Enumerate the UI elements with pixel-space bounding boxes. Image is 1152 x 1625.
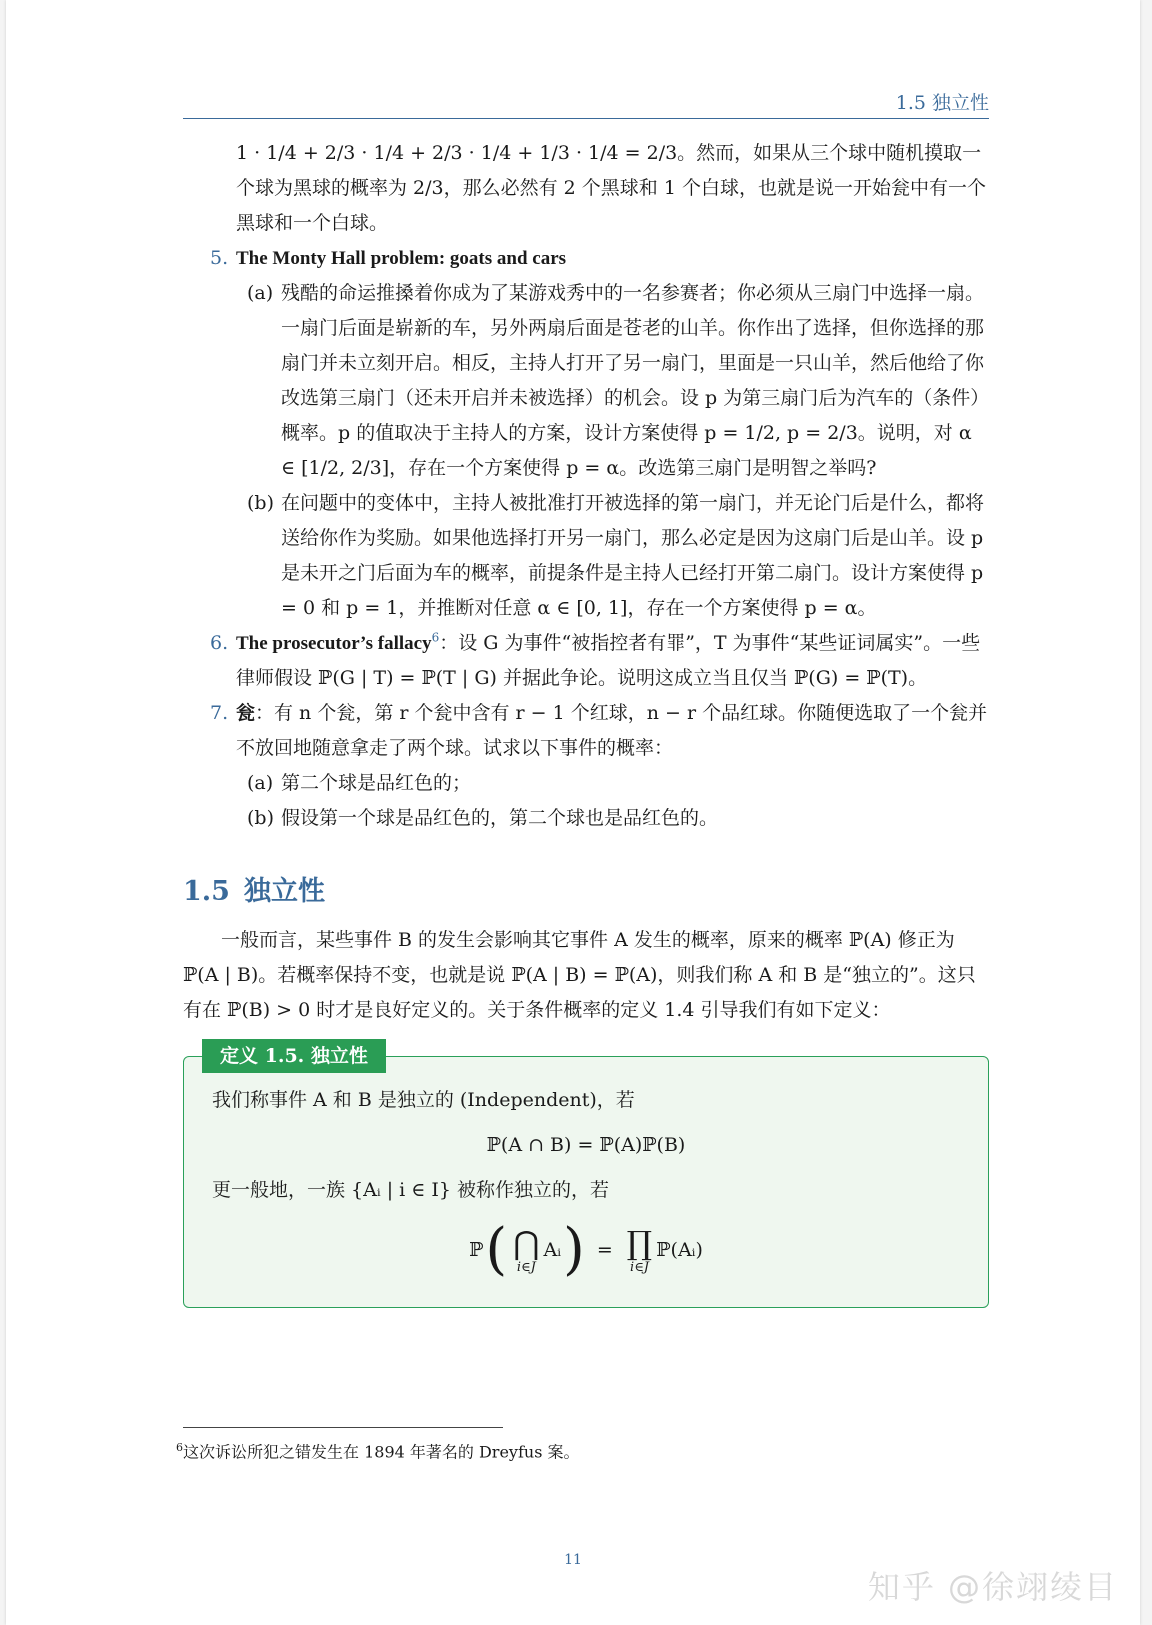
footnote-text: 这次诉讼所犯之错发生在 1894 年著名的 Dreyfus 案。 [183,1442,580,1462]
exercise-item-7 [210,696,989,836]
item-title: The Monty Hall problem: goats and cars [236,248,567,269]
sub-label: (a) [247,772,274,794]
left-paren: ( [485,1217,508,1282]
formula-1: ℙ(A ∩ B) = ℙ(A)ℙ(B) [486,1134,686,1156]
definition-tab: 定义 1.5. 独立性 [202,1039,386,1073]
intersection-limit: i∈J [516,1259,536,1275]
watermark: 知乎 @徐翊绫目 [867,1568,1118,1606]
section-heading [183,874,989,909]
sub-item-b [247,801,989,836]
right-paren: ) [563,1217,585,1282]
footnote-mark: 6 [176,1441,183,1454]
formula-2 [212,1215,960,1285]
definition-line-1: 我们称事件 A 和 B 是独立的 (Independent)，若 [212,1089,635,1111]
definition-box [183,1045,989,1308]
formula-prob-symbol: ℙ [469,1239,484,1261]
sub-item-b [247,486,989,626]
product-symbol: ∏ [626,1223,653,1262]
sub-text: 假设第一个球是品红色的，第二个球也是品红色的。 [281,807,719,829]
exercise-item-6 [210,626,989,696]
sub-item-a [247,276,989,486]
main-content [183,136,989,1308]
header-rule [183,118,989,119]
page-number: 11 [564,1552,582,1568]
item-number: 5. [210,247,229,269]
section-paragraph: 一般而言，某些事件 B 的发生会影响其它事件 A 发生的概率，原来的概率 ℙ(A) 修正为 ℙ(A | B)。若概率保持不变，也就是说 ℙ(A | B) = ℙ(A)，则我们称 A 和 B 是“独立的”。这只有在 ℙ(B) > 0 时才是良好定义的。关于条件概率的定义 1.4 引导我们有如下定义： [183,929,976,1021]
footnote-rule [183,1427,503,1428]
footnote-reference[interactable]: 6 [431,630,440,645]
sub-text: 在问题中的变体中，主持人被批准打开被选择的第一扇门，并无论门后是什么，都将送给你作为奖励。如果他选择打开另一扇门，那么必定是因为这扇门后是山羊。设 p 是未开之门后面为车的概率，前提条件是主持人已经打开第二扇门。设计方案使得 p = 0 和 p = 1，并推断对任意 α ∈ [0, 1]，存在一个方案使得 p = α。 [281,492,985,619]
item-number: 6. [210,632,229,654]
item-number: 7. [210,702,229,724]
document-page [6,0,1140,1625]
running-header: 1.5 独立性 [895,92,989,114]
section-number: 1.5 [183,876,230,907]
sub-text: 残酷的命运推搡着你成为了某游戏秀中的一名参赛者；你必须从三扇门中选择一扇。一扇门后面是崭新的车，另外两扇后面是苍老的山羊。你作出了选择，但你选择的那扇门并未立刻开启。相反，主持人打开了另一扇门，里面是一只山羊，然后他给了你改选第三扇门（还未开启并未被选择）的机会。设 p 为第三扇门后为汽车的（条件）概率。p 的值取决于主持人的方案，设计方案使得 p = 1/2, p = 2/3。说明，对 α ∈ [1/2, 2/3]，存在一个方案使得 p = α。改选第三扇门是明智之举吗? [281,282,985,479]
section-title: 独立性 [243,876,325,907]
sub-label: (a) [247,282,274,304]
equals-sign: = [596,1239,613,1261]
sub-item-a [247,766,989,801]
product-argument: ℙ(Aᵢ) [656,1239,703,1261]
product-operator [626,1223,653,1275]
exercise-item-5 [210,241,989,626]
intersection-operator [513,1223,540,1275]
product-limit: i∈J [630,1259,650,1275]
sub-label: (b) [247,807,274,829]
intersection-symbol: ⋂ [513,1223,540,1262]
item-text: ：设 G 为事件“被指控者有罪”，T 为事件“某些证词属实”。一些律师假设 ℙ(G | T) = ℙ(T | G) 并据此争论。说明这成立当且仅当 ℙ(G) = ℙ(T)。 [236,632,981,689]
item-title: The prosecutor’s fallacy [236,633,432,654]
sub-label: (b) [247,492,274,514]
item-title: 瓮 [236,703,256,724]
definition-line-2: 更一般地，一族 {Aᵢ | i ∈ I} 被称作独立的，若 [212,1179,610,1201]
intersection-argument: Aᵢ [543,1239,562,1261]
sub-text: 第二个球是品红色的； [281,772,472,794]
footnote [176,1436,996,1464]
item-text: ：有 n 个瓮，第 r 个瓮中含有 r − 1 个红球，n − r 个品红球。你随便选取了一个瓮并不放回地随意拿走了两个球。试求以下事件的概率： [236,702,988,759]
continued-paragraph: 1 · 1/4 + 2/3 · 1/4 + 2/3 · 1/4 + 1/3 · 1/4 = 2/3。然而，如果从三个球中随机摸取一个球为黑球的概率为 2/3，那么必然有 2 个黑球和 1 个白球，也就是说一开始瓮中有一个黑球和一个白球。 [236,142,986,234]
